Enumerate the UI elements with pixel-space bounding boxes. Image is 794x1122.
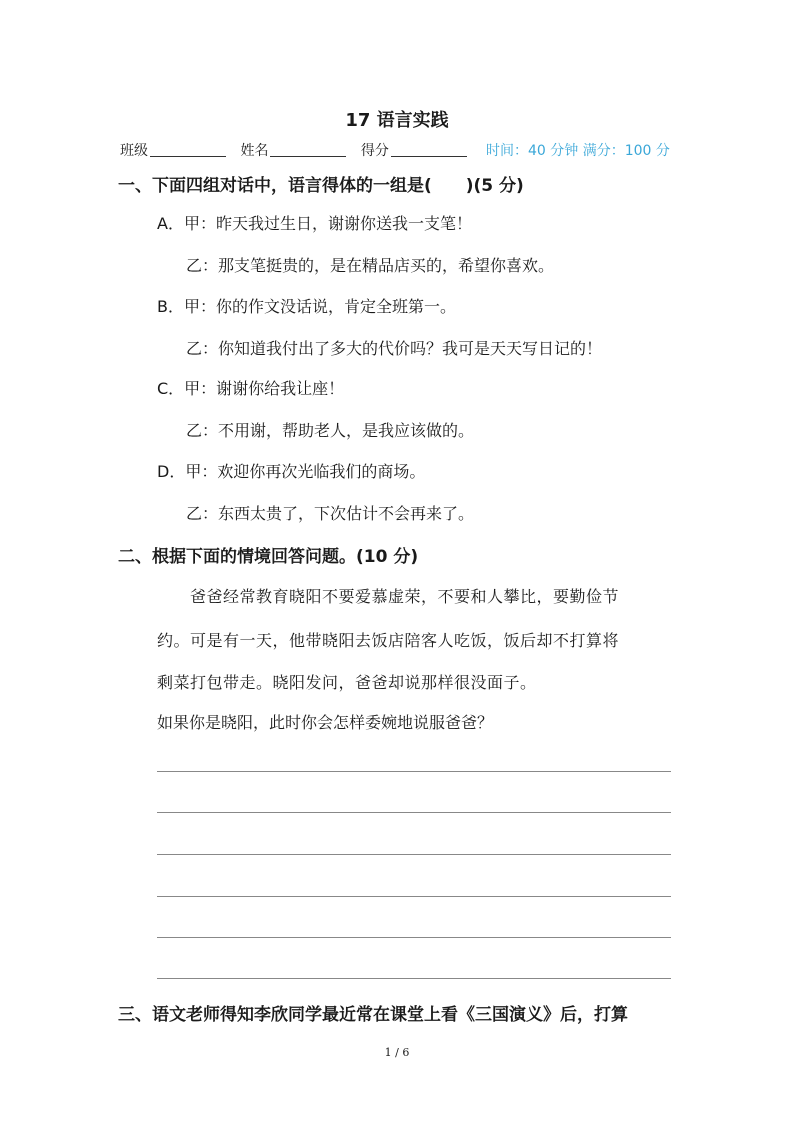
time-info: 时间：40 分钟 满分：100 分: [486, 143, 670, 159]
passage-line-1: 爸爸经常教育晓阳不要爱慕虚荣，不要和人攀比，要勤俭节: [157, 587, 620, 606]
class-label: 班级: [120, 143, 148, 159]
name-blank[interactable]: [270, 142, 346, 157]
answer-line[interactable]: [157, 978, 671, 979]
score-label: 得分: [360, 143, 389, 159]
option-b-line-1: B．甲：你的作文没话说，肯定全班第一。: [157, 297, 456, 316]
answer-line[interactable]: [157, 812, 671, 813]
student-info-row: [120, 140, 670, 160]
passage-line-2: 约。可是有一天，他带晓阳去饭店陪客人吃饭，饭后却不打算将: [157, 631, 620, 650]
question-2-prompt: 如果你是晓阳，此时你会怎样委婉地说服爸爸？: [157, 713, 494, 732]
option-a-line-1: A．甲：昨天我过生日，谢谢你送我一支笔！: [157, 214, 472, 233]
answer-line[interactable]: [157, 896, 671, 897]
page-title: 17 语言实践: [345, 110, 449, 131]
option-c-line-2: 乙：不用谢，帮助老人，是我应该做的。: [186, 421, 475, 440]
option-c-line-1: C．甲：谢谢你给我让座！: [157, 379, 345, 398]
question-3-stem: 三、语文老师得知李欣同学最近常在课堂上看《三国演义》后，打算: [118, 1005, 628, 1025]
option-d-line-1: D．甲：欢迎你再次光临我们的商场。: [157, 462, 426, 481]
page-number: 1 / 6: [384, 1046, 410, 1059]
passage-line-3: 剩菜打包带走。晓阳发问，爸爸却说那样很没面子。: [157, 673, 537, 692]
name-label: 姓名: [240, 143, 269, 159]
option-a-line-2: 乙：那支笔挺贵的，是在精品店买的，希望你喜欢。: [186, 256, 555, 275]
option-d-line-2: 乙：东西太贵了，下次估计不会再来了。: [186, 504, 475, 523]
option-b-line-2: 乙：你知道我付出了多大的代价吗？我可是天天写日记的！: [186, 339, 603, 358]
answer-line[interactable]: [157, 937, 671, 938]
class-blank[interactable]: [150, 142, 226, 157]
answer-line[interactable]: [157, 854, 671, 855]
score-blank[interactable]: [391, 142, 467, 157]
answer-line[interactable]: [157, 771, 671, 772]
question-2-stem: 二、根据下面的情境回答问题。(10 分): [118, 547, 419, 567]
question-1-stem: 一、下面四组对话中，语言得体的一组是( )(5 分): [118, 176, 524, 196]
